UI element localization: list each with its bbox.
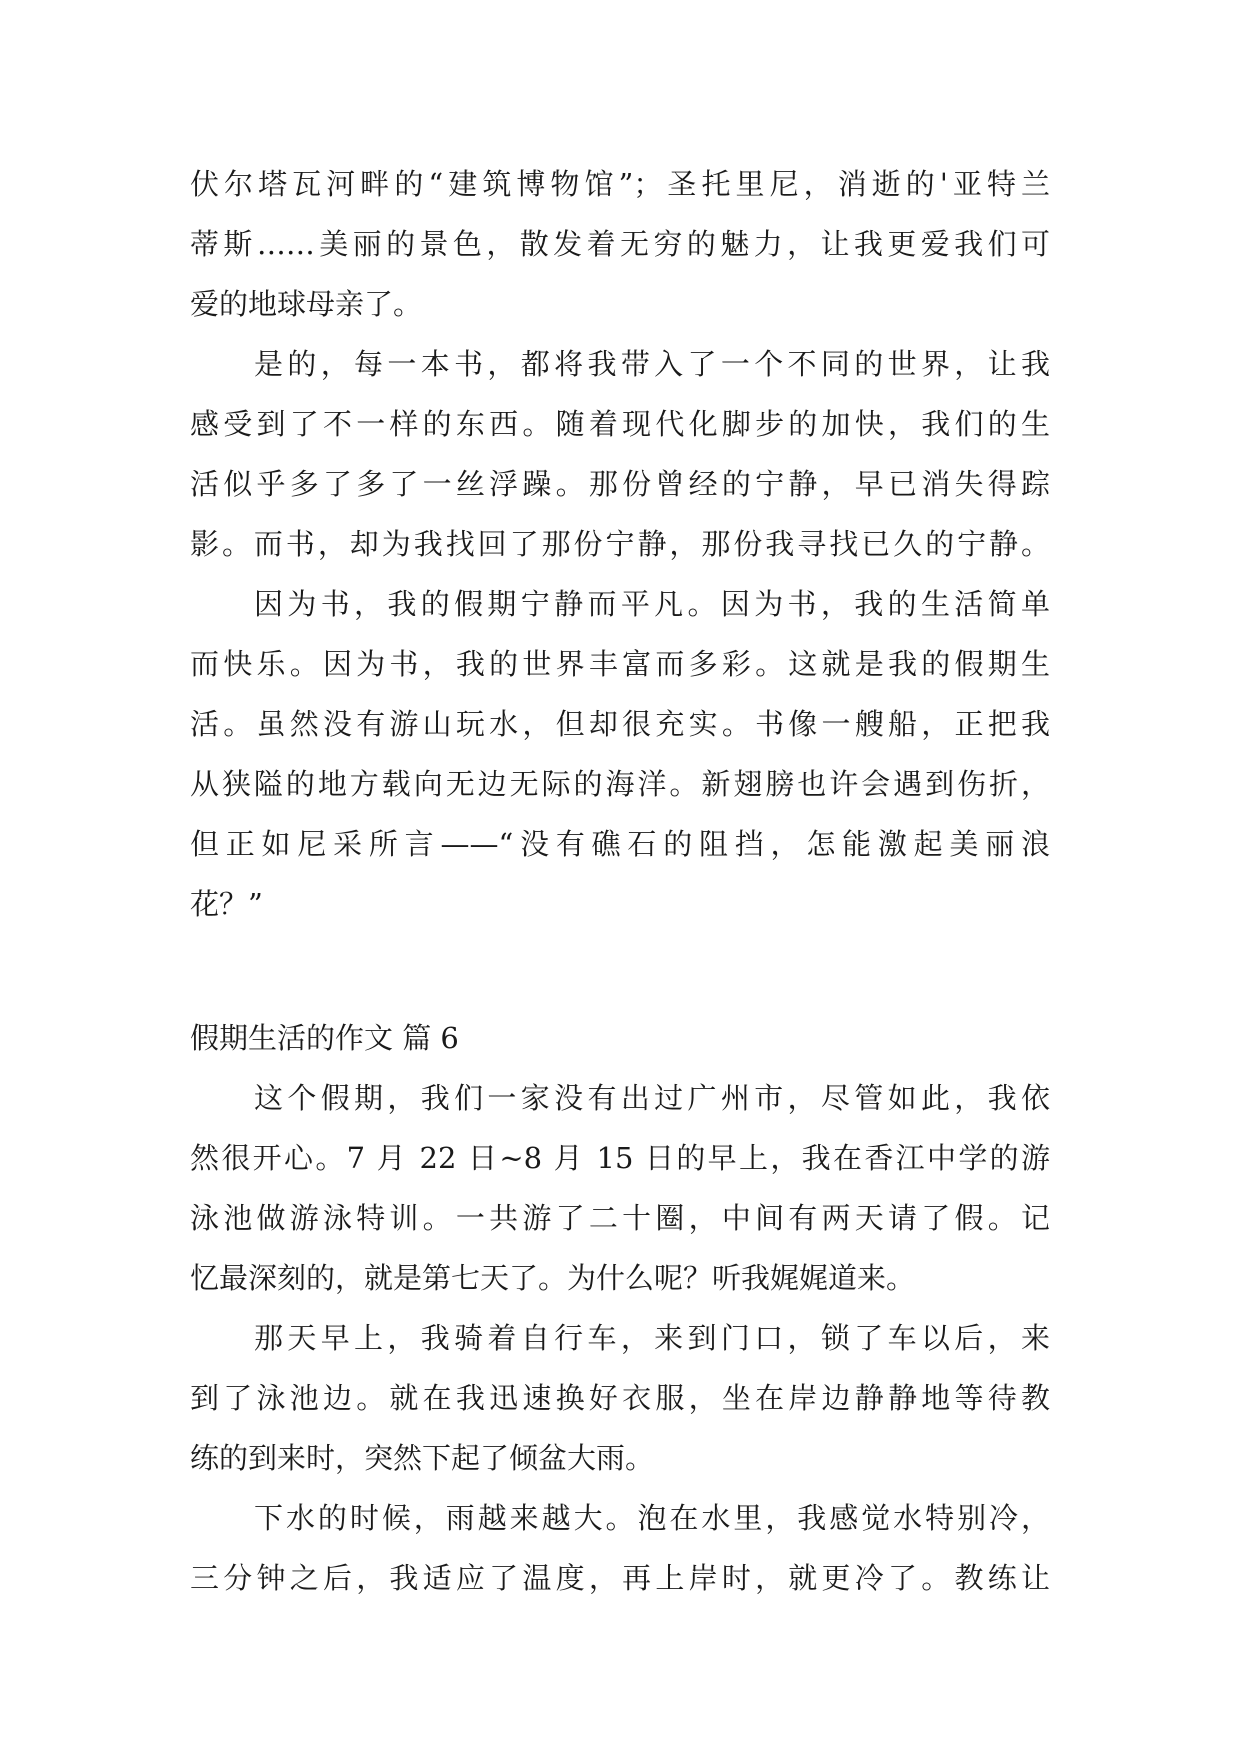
text-line: 到了泳池边。就在我迅速换好衣服，坐在岸边静静地等待教	[190, 1381, 1050, 1415]
text-line: 爱的地球母亲了。	[190, 287, 423, 321]
text-line: 是的，每一本书，都将我带入了一个不同的世界，让我	[254, 347, 1050, 381]
section-title: 假期生活的作文 篇 6	[190, 1021, 459, 1055]
document-body	[190, 154, 1050, 1608]
paragraph-continued	[190, 154, 1050, 334]
text-line: 泳池做游泳特训。一共游了二十圈，中间有两天请了假。记	[190, 1201, 1050, 1235]
text-line: 感受到了不一样的东西。随着现代化脚步的加快，我们的生	[190, 407, 1050, 441]
paragraph	[190, 1068, 1050, 1308]
paragraph	[190, 1488, 1050, 1608]
text-line: 三分钟之后，我适应了温度，再上岸时，就更冷了。教练让	[190, 1561, 1050, 1595]
text-line: 花？”	[190, 887, 263, 921]
text-line: 练的到来时，突然下起了倾盆大雨。	[190, 1441, 655, 1475]
paragraph	[190, 574, 1050, 934]
text-line: 蒂斯……美丽的景色，散发着无穷的魅力，让我更爱我们可	[190, 227, 1050, 261]
text-line: 然很开心。7 月 22 日~8 月 15 日的早上，我在香江中学的游	[190, 1141, 1050, 1175]
text-line: 下水的时候，雨越来越大。泡在水里，我感觉水特别冷，	[254, 1501, 1050, 1535]
text-line: 而快乐。因为书，我的世界丰富而多彩。这就是我的假期生	[190, 647, 1050, 681]
text-line: 活。虽然没有游山玩水，但却很充实。书像一艘船，正把我	[190, 707, 1050, 741]
text-line: 忆最深刻的，就是第七天了。为什么呢？听我娓娓道来。	[190, 1261, 916, 1295]
paragraph	[190, 334, 1050, 574]
text-line: 但正如尼采所言——“没有礁石的阻挡，怎能激起美丽浪	[190, 827, 1050, 861]
text-line: 伏尔塔瓦河畔的“建筑博物馆”；圣托里尼，消逝的'亚特兰	[190, 167, 1050, 201]
text-line: 因为书，我的假期宁静而平凡。因为书，我的生活简单	[254, 587, 1050, 621]
section-spacer	[190, 934, 1050, 1008]
text-line: 活似乎多了多了一丝浮躁。那份曾经的宁静，早已消失得踪	[190, 467, 1050, 501]
text-line: 这个假期，我们一家没有出过广州市，尽管如此，我依	[254, 1081, 1050, 1115]
text-line: 从狭隘的地方载向无边无际的海洋。新翅膀也许会遇到伤折，	[190, 767, 1050, 801]
paragraph	[190, 1308, 1050, 1488]
text-line: 影。而书，却为我找回了那份宁静，那份我寻找已久的宁静。	[190, 527, 1050, 561]
text-line: 那天早上，我骑着自行车，来到门口，锁了车以后，来	[254, 1321, 1050, 1355]
